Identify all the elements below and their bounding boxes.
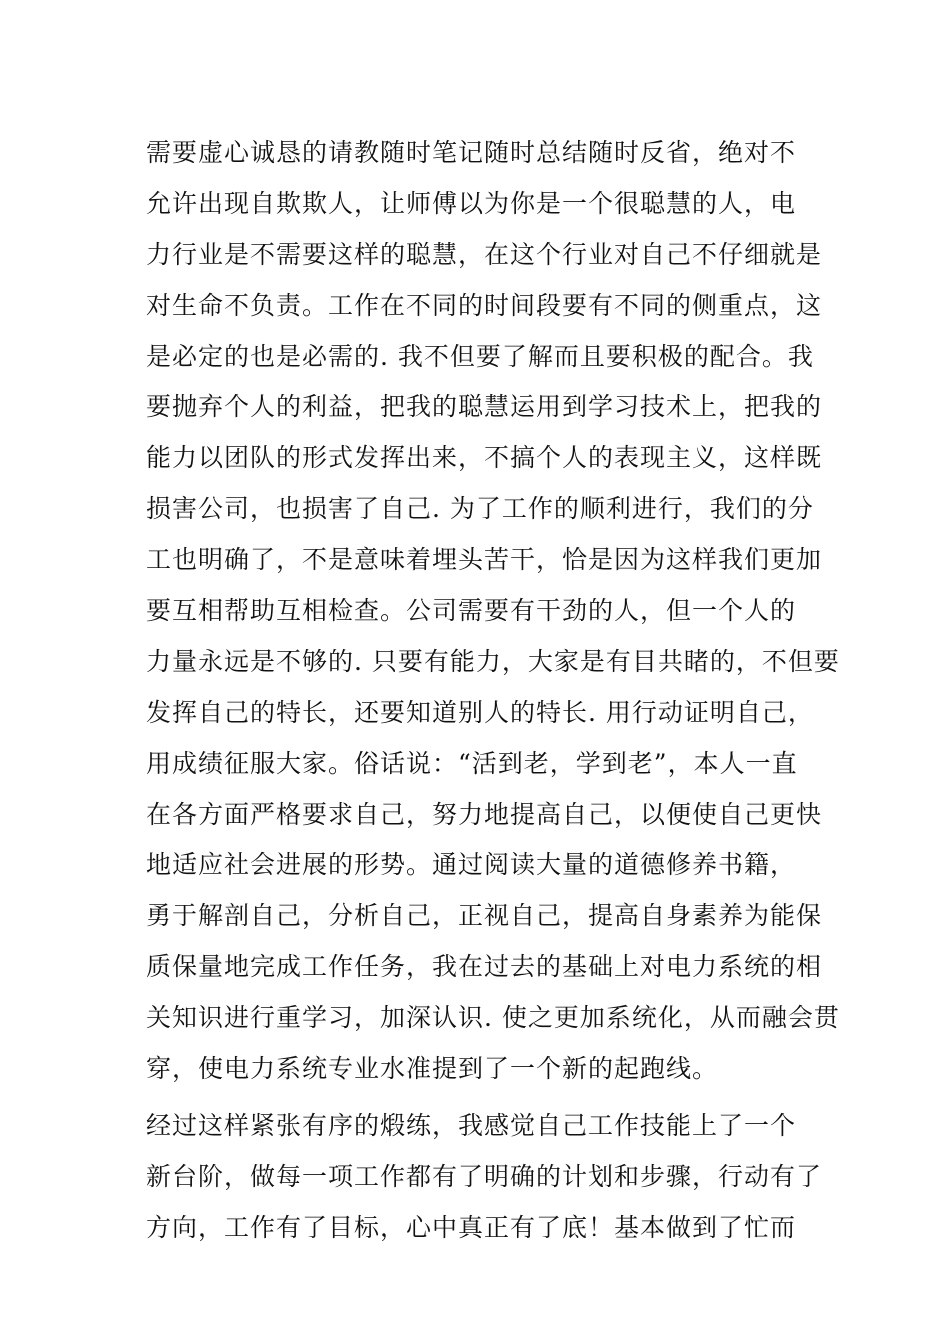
text-line: 质保量地完成工作任务，我在过去的基础上对电力系统的相 (146, 952, 823, 982)
text-line: 地适应社会进展的形势。通过阅读大量的道德修养书籍， (146, 850, 797, 880)
body-text (146, 128, 840, 1254)
text-line: 力行业是不需要这样的聪慧，在这个行业对自己不仔细就是 (146, 239, 823, 269)
text-line: 是必定的也是必需的. 我不但要了解而且要积极的配合。我 (146, 341, 814, 371)
text-line: 新台阶，做每一项工作都有了明确的计划和步骤，行动有了 (146, 1161, 823, 1191)
text-line: 损害公司，也损害了自己. 为了工作的顺利进行，我们的分 (146, 494, 814, 524)
text-line: 勇于解剖自己，分析自己，正视自己，提高自身素养为能保 (146, 901, 823, 931)
text-line: 对生命不负责。工作在不同的时间段要有不同的侧重点，这 (146, 290, 823, 320)
text-line: 力量永远是不够的. 只要有能力，大家是有目共睹的，不但要 (146, 646, 840, 676)
text-line: 要互相帮助互相检查。公司需要有干劲的人，但一个人的 (146, 596, 797, 626)
text-line: 需要虚心诚恳的请教随时笔记随时总结随时反省，绝对不 (146, 138, 797, 167)
text-line: 关知识进行重学习，加深认识. 使之更加系统化，从而融会贯 (146, 1003, 840, 1033)
text-line: 工也明确了，不是意味着埋头苦干，恰是因为这样我们更加 (146, 545, 823, 575)
text-line: 发挥自己的特长，还要知道别人的特长. 用行动证明自己， (146, 697, 814, 727)
text-line: 穿，使电力系统专业水准提到了一个新的起跑线。 (146, 1054, 719, 1084)
text-line: 经过这样紧张有序的煅练，我感觉自己工作技能上了一个 (146, 1110, 797, 1140)
text-line: 用成绩征服大家。俗话说：“活到老，学到老”，本人一直 (146, 748, 798, 778)
text-line: 在各方面严格要求自己，努力地提高自己，以便使自己更快 (146, 799, 823, 829)
paragraph-1 (146, 128, 840, 1095)
text-line: 能力以团队的形式发挥出来，不搞个人的表现主义，这样既 (146, 443, 823, 473)
text-line: 要抛弃个人的利益，把我的聪慧运用到学习技术上，把我的 (146, 392, 823, 422)
paragraph-2 (146, 1101, 823, 1254)
text-line: 允许出现自欺欺人，让师傅以为你是一个很聪慧的人，电 (146, 188, 797, 218)
text-line: 方向，工作有了目标，心中真正有了底！基本做到了忙而 (146, 1212, 797, 1242)
